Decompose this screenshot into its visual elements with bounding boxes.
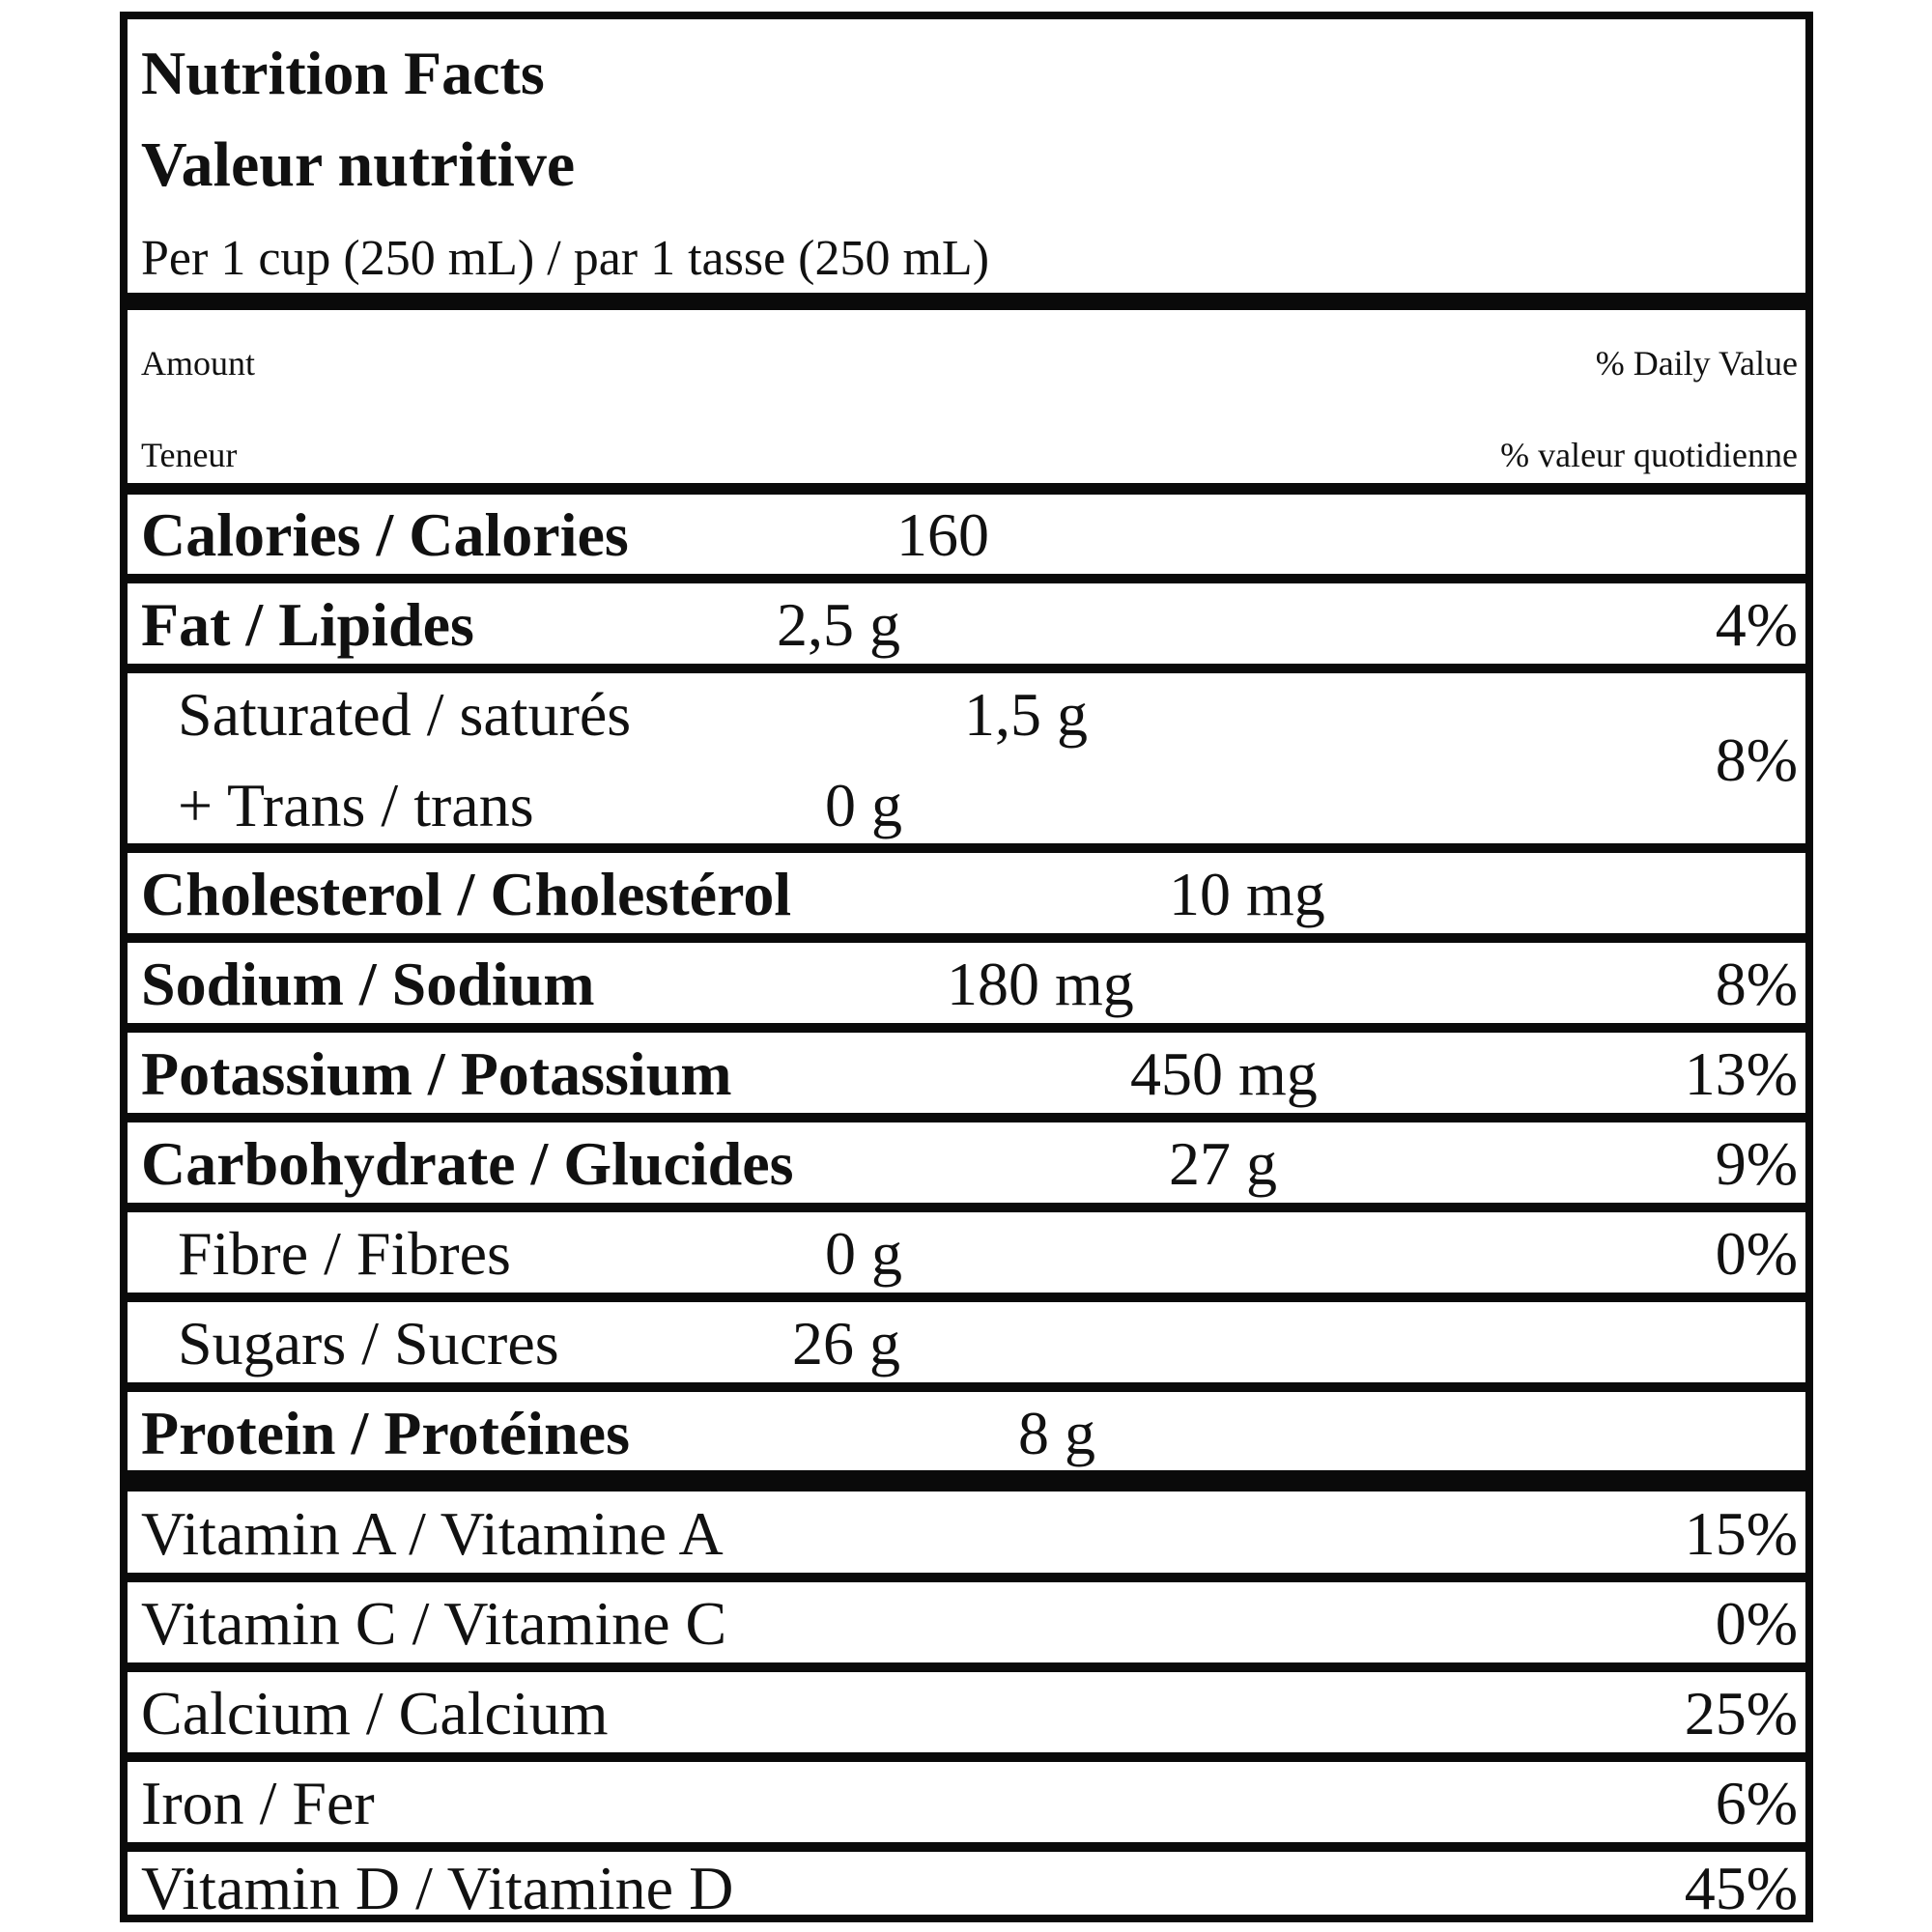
amount-header: Amount	[141, 344, 256, 383]
serving-size: Per 1 cup (250 mL) / par 1 tasse (250 mL)	[141, 231, 990, 286]
vitamin-c-label: Vitamin C / Vitamine C	[141, 1589, 727, 1658]
carbohydrate-label: Carbohydrate / Glucides	[141, 1129, 794, 1198]
protein-label: Protein / Protéines	[141, 1399, 630, 1467]
title-english: Nutrition Facts	[141, 39, 545, 107]
trans-label: + Trans / trans	[178, 771, 534, 839]
vitamins-thick-rule	[128, 1470, 1805, 1492]
fibre-amount: 0 g	[825, 1219, 902, 1288]
saturated-trans-daily-value: 8%	[1715, 725, 1798, 794]
vitamin-a-label: Vitamin A / Vitamine A	[141, 1499, 724, 1568]
protein-amount: 8 g	[1018, 1399, 1095, 1467]
row-divider	[128, 1293, 1805, 1302]
row-divider	[128, 843, 1805, 853]
carbohydrate-amount: 27 g	[1169, 1129, 1277, 1198]
potassium-label: Potassium / Potassium	[141, 1039, 732, 1108]
row-divider	[128, 1752, 1805, 1762]
fibre-daily-value: 0%	[1715, 1219, 1798, 1288]
row-divider	[128, 1023, 1805, 1033]
calories-label: Calories / Calories	[141, 500, 629, 569]
nutrition-facts-label	[120, 12, 1813, 1922]
fat-amount: 2,5 g	[777, 590, 900, 659]
header-thick-rule	[128, 293, 1805, 310]
trans-amount: 0 g	[825, 771, 902, 839]
iron-label: Iron / Fer	[141, 1769, 375, 1837]
sugars-label: Sugars / Sucres	[178, 1309, 559, 1378]
title-french: Valeur nutritive	[141, 129, 576, 200]
iron-daily-value: 6%	[1715, 1769, 1798, 1837]
sugars-amount: 26 g	[792, 1309, 900, 1378]
row-divider	[128, 1113, 1805, 1122]
vitamin-d-daily-value: 45%	[1684, 1854, 1798, 1922]
teneur-header: Teneur	[141, 436, 238, 474]
vitamin-c-daily-value: 0%	[1715, 1589, 1798, 1658]
row-divider	[128, 1203, 1805, 1212]
calcium-daily-value: 25%	[1684, 1679, 1798, 1747]
vitamin-d-label: Vitamin D / Vitamine D	[141, 1854, 734, 1922]
saturated-amount: 1,5 g	[964, 680, 1088, 749]
row-divider	[128, 933, 1805, 943]
row-divider	[128, 664, 1805, 673]
cholesterol-amount: 10 mg	[1169, 860, 1325, 928]
column-header-rule	[128, 483, 1805, 495]
fibre-label: Fibre / Fibres	[178, 1219, 511, 1288]
sodium-amount: 180 mg	[947, 950, 1134, 1018]
calories-amount: 160	[896, 500, 989, 569]
carbohydrate-daily-value: 9%	[1715, 1129, 1798, 1198]
saturated-label: Saturated / saturés	[178, 680, 632, 749]
cholesterol-label: Cholesterol / Cholestérol	[141, 860, 792, 928]
potassium-daily-value: 13%	[1684, 1039, 1798, 1108]
vitamin-a-daily-value: 15%	[1684, 1499, 1798, 1568]
row-divider	[128, 1662, 1805, 1672]
fat-daily-value: 4%	[1715, 590, 1798, 659]
potassium-amount: 450 mg	[1130, 1039, 1318, 1108]
calcium-label: Calcium / Calcium	[141, 1679, 609, 1747]
row-divider	[128, 1382, 1805, 1392]
daily-value-header: % Daily Value	[1595, 344, 1798, 383]
row-divider	[128, 574, 1805, 583]
valeur-quotidienne-header: % valeur quotidienne	[1500, 436, 1798, 474]
sodium-daily-value: 8%	[1715, 950, 1798, 1018]
fat-label: Fat / Lipides	[141, 590, 474, 659]
sodium-label: Sodium / Sodium	[141, 950, 595, 1018]
row-divider	[128, 1573, 1805, 1582]
row-divider	[128, 1842, 1805, 1852]
